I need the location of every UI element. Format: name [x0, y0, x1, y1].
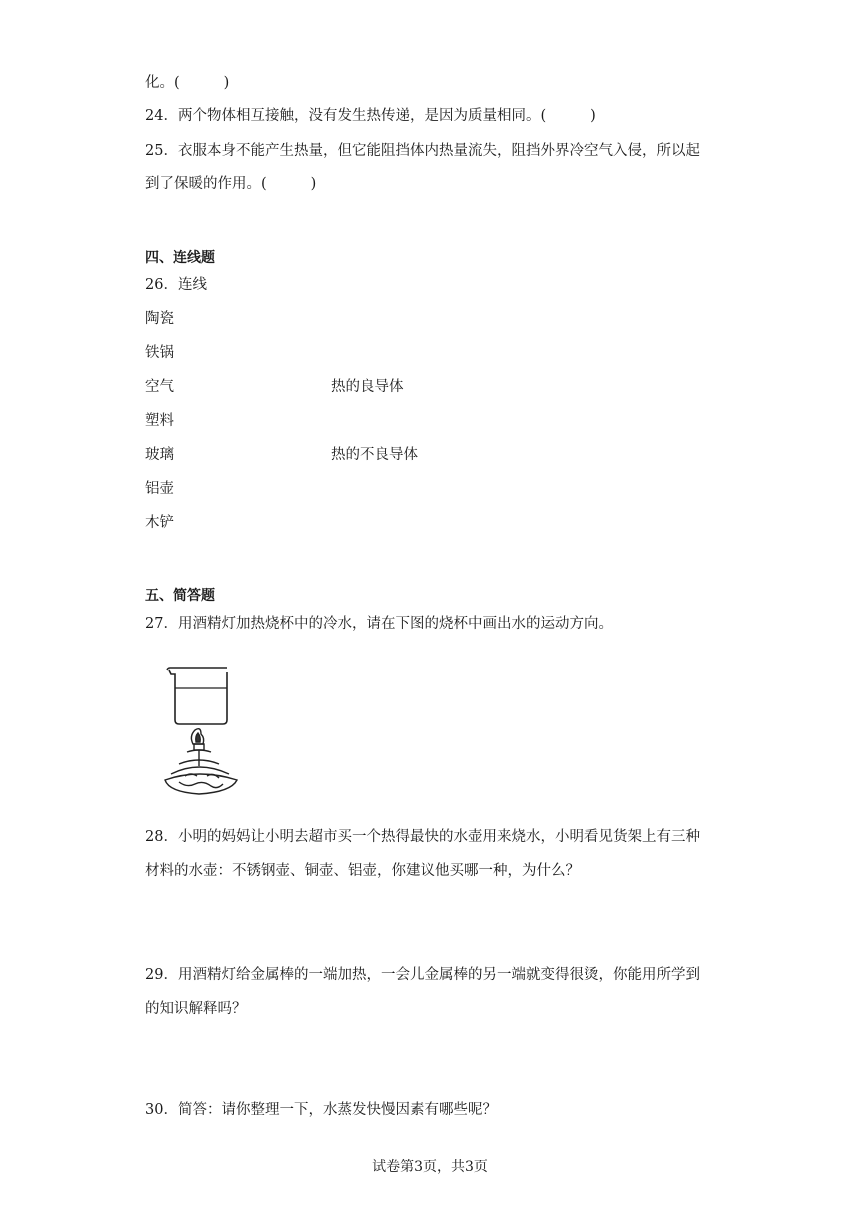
left-item-plastic: 塑料: [145, 413, 174, 429]
left-item-ceramic: 陶瓷: [145, 311, 174, 327]
q26-title: 26．连线: [145, 277, 207, 293]
q25-line2: [145, 174, 316, 194]
q28-line2: 材料的水壶：不锈钢壶、铜壶、铝壶，你建议他买哪一种，为什么？: [145, 863, 580, 879]
q29-line1: 29．用酒精灯给金属棒的一端加热，一会儿金属棒的另一端就变得很烫，你能用所学到: [145, 967, 700, 983]
left-item-glass: 玻璃: [145, 447, 174, 463]
section5-heading: 五、简答题: [145, 588, 215, 604]
q25-line1: 25．衣服本身不能产生热量，但它能阻挡体内热量流失，阻挡外界冷空气入侵，所以起: [145, 143, 700, 159]
q29-line2: 的知识解释吗？: [145, 1001, 247, 1017]
q27: 27．用酒精灯加热烧杯中的冷水，请在下图的烧杯中画出水的运动方向。: [145, 616, 613, 632]
right-item-good-conductor: 热的良导体: [331, 379, 404, 395]
left-item-air: 空气: [145, 379, 174, 395]
q25-paren-close: ): [310, 176, 317, 192]
q23-paren-close: ): [223, 75, 230, 91]
page-footer: 试卷第3页，共3页: [372, 1159, 488, 1175]
left-item-iron-pot: 铁锅: [145, 345, 174, 361]
alcohol-lamp-icon: [165, 729, 237, 794]
beaker-alcohol-lamp-figure: [157, 660, 243, 802]
section4-heading: 四、连线题: [145, 250, 215, 266]
left-item-aluminum-kettle: 铝壶: [145, 481, 174, 497]
q23-text: 化。(: [145, 75, 180, 91]
q24-paren-close: ): [590, 108, 596, 124]
q28-line1: 28．小明的妈妈让小明去超市买一个热得最快的水壶用来烧水，小明看见货架上有三种: [145, 829, 700, 845]
q24: [145, 106, 596, 126]
left-item-wooden-spatula: 木铲: [145, 515, 174, 531]
q25-text: 到了保暖的作用。(: [145, 176, 267, 192]
q24-text: 24．两个物体相互接触，没有发生热传递，是因为质量相同。(: [145, 108, 547, 124]
beaker-icon: [167, 668, 227, 724]
q30: 30．简答：请你整理一下，水蒸发快慢因素有哪些呢？: [145, 1102, 497, 1118]
q23-tail: [145, 73, 229, 93]
right-item-poor-conductor: 热的不良导体: [331, 447, 418, 463]
